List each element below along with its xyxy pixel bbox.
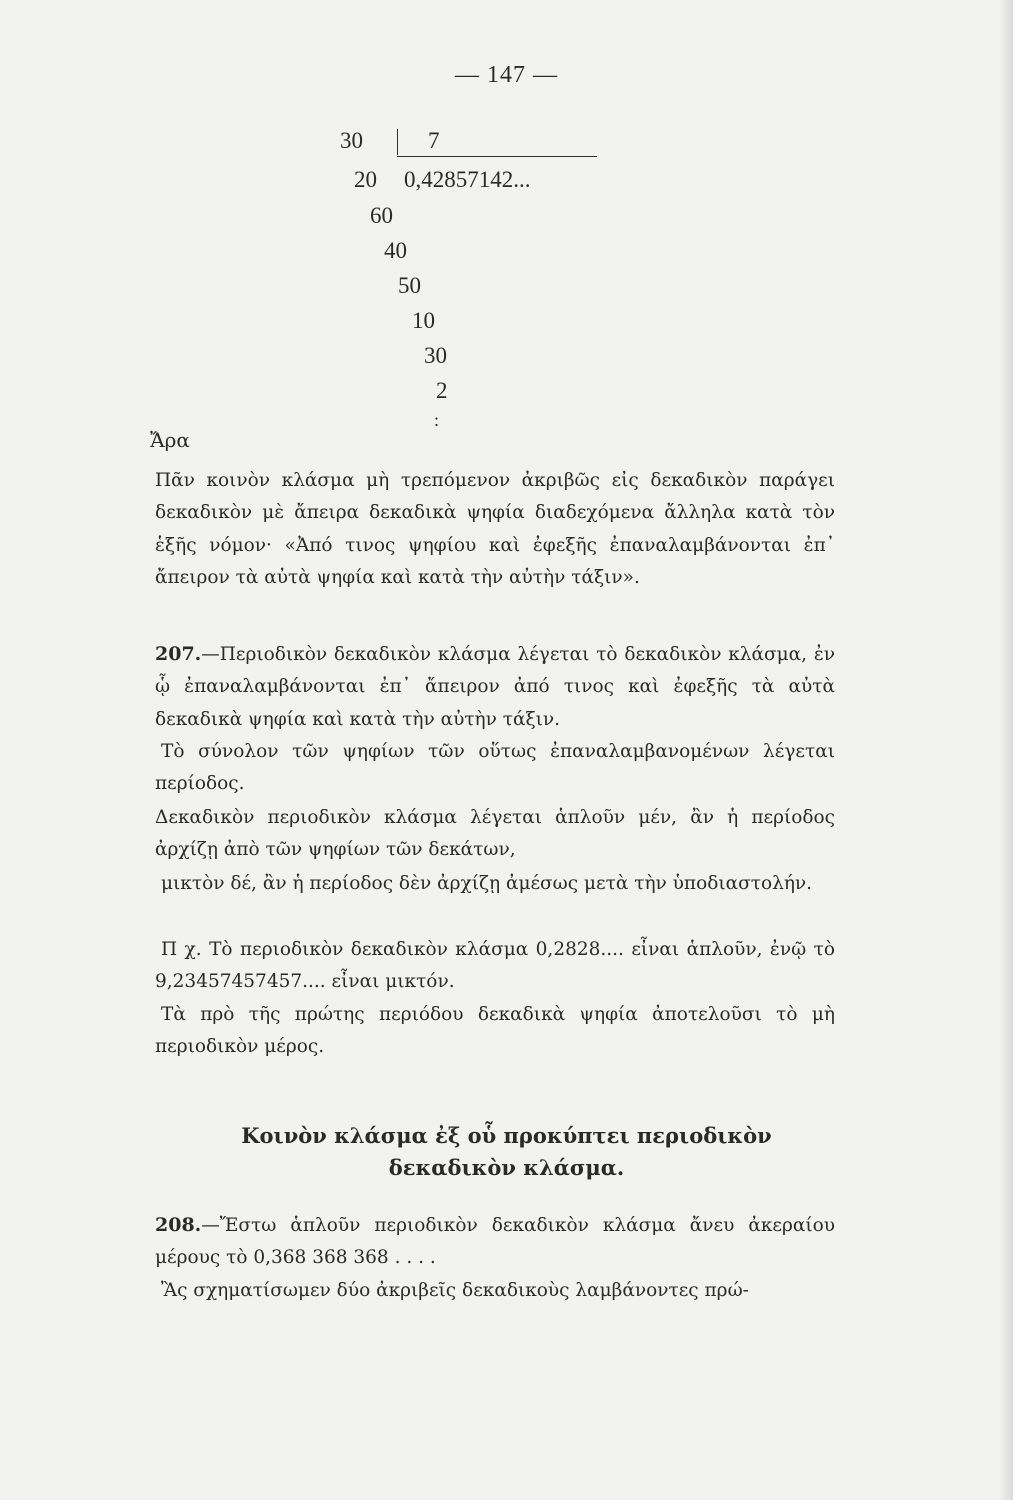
section-207: [155, 638, 835, 736]
ara-word: Ἄρα: [150, 428, 190, 452]
remainder: 20: [354, 167, 377, 192]
heading-line: Κοινὸν κλάσμα ἐξ οὗ προκύπτει περιοδικὸν: [241, 1123, 772, 1148]
remainder: 10: [412, 308, 435, 333]
paragraph-example: Π χ. Τὸ περιοδικὸν δεκαδικὸν κλάσμα 0,2828.... εἶναι ἁπλοῦν, ἐνῷ τὸ 9,23457457457.... εἶναι μικτόν.: [155, 939, 835, 993]
quotient: 0,42857142...: [404, 167, 531, 192]
divisor: 7: [428, 128, 440, 153]
section-207-text: —Περιοδικὸν δεκαδικὸν κλάσμα λέγεται τὸ δεκαδικὸν κλάσμα, ἐν ᾧ ἐπαναλαμβάνονται ἐπ᾽ ἄπειρον ἀπό τινος καὶ ἐφεξῆς τὰ αὐτὰ δεκαδικὰ ψηφία καὶ κατὰ τὴν αὐτὴν τάξιν.: [155, 644, 835, 730]
section-heading: [0, 1120, 1013, 1184]
paragraph-continuation: Ἂς σχηματίσωμεν δύο ἀκριβεῖς δεκαδικοὺς λαμβάνοντες πρώ-: [161, 1280, 749, 1301]
remainder: 40: [384, 238, 407, 263]
section-208-text: —Ἔστω ἁπλοῦν περιοδικὸν δεκαδικὸν κλάσμα ἄνευ ἀκεραίου μέρους τὸ 0,368 368 368 . . . .: [155, 1215, 835, 1269]
remainder: 2: [436, 378, 448, 403]
page-number: — 147 —: [455, 62, 558, 88]
division-horizontal-rule: [397, 156, 597, 157]
paragraph-period-definition: Τὸ σύνολον τῶν ψηφίων τῶν οὕτως ἐπαναλαμβανομένων λέγεται περίοδος.: [155, 741, 835, 795]
division-vertical-rule: [397, 129, 398, 155]
remainder: 50: [398, 273, 421, 298]
long-division: [330, 125, 630, 445]
remainder: 30: [424, 343, 447, 368]
continuation-dots: :: [434, 410, 440, 430]
scan-shadow: [999, 0, 1013, 1500]
heading-line: δεκαδικὸν κλάσμα.: [388, 1155, 625, 1180]
paragraph-simple-periodic: Δεκαδικὸν περιοδικὸν κλάσμα λέγεται ἁπλοῦν μέν, ἂν ἡ περίοδος ἀρχίζῃ ἀπὸ τῶν ψηφίων τῶν δεκάτων,: [155, 807, 835, 861]
section-number: 207.: [155, 643, 202, 665]
remainder: 60: [370, 203, 393, 228]
section-208: [155, 1209, 835, 1275]
dividend: 30: [340, 128, 363, 153]
paragraph-rule-statement: Πᾶν κοινὸν κλάσμα μὴ τρεπόμενον ἀκριβῶς εἰς δεκαδικὸν παράγει δεκαδικὸν μὲ ἄπειρα δεκαδικὰ ψηφία διαδεχόμενα ἄλληλα κατὰ τὸν ἑξῆς νόμον· «Ἀπό τινος ψηφίου καὶ ἐφεξῆς ἐπαναλαμβάνονται ἐπ᾽ ἄπειρον τὰ αὐτὰ ψηφία καὶ κατὰ τὴν αὐτὴν τάξιν».: [155, 470, 835, 588]
paragraph-non-periodic-part: Τὰ πρὸ τῆς πρώτης περιόδου δεκαδικὰ ψηφία ἀποτελοῦσι τὸ μὴ περιοδικὸν μέρος.: [155, 1004, 835, 1058]
paragraph-mixed-periodic: μικτὸν δέ, ἂν ἡ περίοδος δὲν ἀρχίζῃ ἀμέσως μετὰ τὴν ὑποδιαστολήν.: [161, 873, 813, 894]
section-number: 208.: [155, 1214, 202, 1236]
